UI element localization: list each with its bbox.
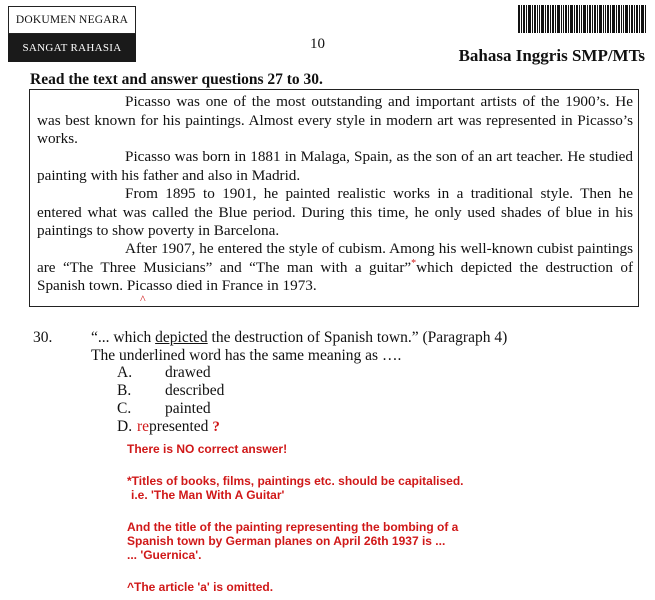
underlined-word: depicted — [155, 329, 208, 346]
option-c-text: painted — [165, 400, 211, 417]
passage-paragraph-3: From 1895 to 1901, he painted realistic works in a traditional style. Then he entered what was called the Blue period. During this time, he only used shades of blue in his paintings to show poverty in Barcelona. — [37, 185, 633, 239]
note-capitalisation-example: i.e. 'The Man With A Guitar' — [131, 488, 285, 502]
page-number: 10 — [310, 36, 325, 52]
passage-paragraph-1: Picasso was one of the most outstanding and important artists of the 1900’s. He was best known for his paintings. Almost every style in modern art was represented in Picasso’s works. — [37, 93, 633, 147]
subject-title: Bahasa Inggris SMP/MTs — [458, 46, 645, 65]
question-number: 30. — [33, 329, 53, 346]
option-a-text: drawed — [165, 364, 211, 381]
note-no-correct-answer: There is NO correct answer! — [127, 442, 288, 456]
option-c-letter: C. — [117, 400, 132, 417]
reading-passage-box — [29, 89, 639, 307]
note-article-omitted: ^The article 'a' is omitted. — [127, 580, 274, 594]
caret-annotation: ^ — [140, 292, 146, 306]
question-text: “... which depicted the destruction of Spanish town.” (Paragraph 4) — [91, 329, 508, 346]
note-capitalisation: *Titles of books, films, paintings etc. should be capitalised. — [127, 474, 464, 488]
secret-label: SANGAT RAHASIA — [8, 34, 136, 62]
note-guernica-line-3: ... 'Guernica'. — [127, 548, 202, 562]
passage-paragraph-2: Picasso was born in 1881 in Malaga, Spain, as the son of an art teacher. He studied painting with his father and also in Madrid. — [37, 148, 633, 184]
option-b-text: described — [165, 382, 225, 399]
instruction-text: Read the text and answer questions 27 to 30. — [30, 71, 323, 88]
option-a-letter: A. — [117, 364, 133, 381]
option-d-letter: D. — [117, 418, 133, 435]
question-mark-annotation: ? — [212, 419, 220, 435]
note-guernica-line-1: And the title of the painting representing the bombing of a — [127, 520, 459, 534]
question-stem: The underlined word has the same meaning as …. — [91, 347, 402, 364]
asterisk-annotation: * — [411, 257, 417, 269]
passage-paragraph-4: After 1907, he entered the style of cubism. Among his well-known cubist paintings are “The Three Musicians” and “The man with a guitar”*which depicted the destruction of Spanish town. Picasso died in France in 1973. — [37, 240, 634, 294]
option-b-letter: B. — [117, 382, 132, 399]
barcode-graphic — [518, 5, 646, 33]
option-d-text: represented ? — [137, 418, 220, 435]
note-guernica-line-2: Spanish town by German planes on April 26th 1937 is ... — [127, 534, 446, 548]
doc-label: DOKUMEN NEGARA — [8, 6, 136, 34]
